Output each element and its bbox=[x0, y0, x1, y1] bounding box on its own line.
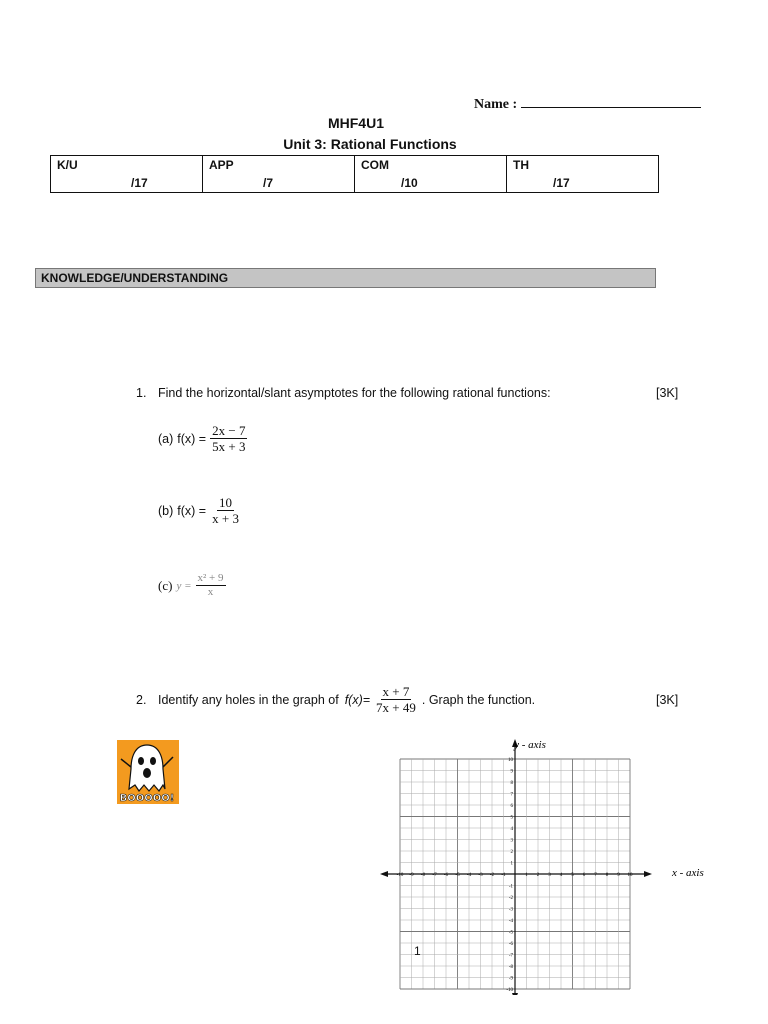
name-label: Name : bbox=[474, 97, 518, 112]
name-blank-line[interactable] bbox=[521, 93, 701, 108]
x-tick-label: 8 bbox=[605, 873, 609, 878]
fraction bbox=[374, 684, 418, 715]
q2-text bbox=[158, 684, 535, 715]
numerator: 10 bbox=[219, 495, 233, 510]
marks-category: APP bbox=[209, 158, 234, 172]
ghost-text: BOOOOO! bbox=[119, 793, 175, 804]
ghost-icon bbox=[113, 737, 181, 807]
y-tick-label: 4 bbox=[510, 827, 513, 832]
q1-part-a bbox=[158, 423, 247, 454]
marks-category: K/U bbox=[57, 158, 78, 172]
y-tick-label: -10 bbox=[506, 988, 513, 993]
x-tick-label: -2 bbox=[489, 873, 495, 878]
y-tick-label: 1 bbox=[510, 861, 513, 867]
marks-cell-ku bbox=[51, 156, 203, 193]
part-label: (b) bbox=[158, 503, 174, 518]
q1-text: Find the horizontal/slant asymptotes for the following rational functions: bbox=[158, 386, 551, 400]
marks-out-of: /10 bbox=[401, 176, 418, 190]
x-tick-label: 5 bbox=[571, 873, 574, 878]
y-tick-label: -1 bbox=[508, 884, 513, 890]
x-tick-label: 2 bbox=[536, 873, 540, 878]
marks-out-of: /7 bbox=[263, 176, 274, 190]
y-tick-label: 2 bbox=[510, 850, 513, 855]
x-tick-label: -9 bbox=[409, 873, 414, 878]
marks-cell-th bbox=[507, 156, 659, 193]
page-number: 1 bbox=[414, 944, 421, 958]
numerator: x² + 9 bbox=[197, 572, 224, 584]
y-tick-label: 10 bbox=[508, 758, 513, 763]
marks-table bbox=[50, 155, 659, 193]
y-tick-label: 8 bbox=[510, 781, 513, 786]
section-header: KNOWLEDGE/UNDERSTANDING bbox=[35, 268, 656, 288]
y-tick-label: -3 bbox=[508, 907, 513, 913]
y-tick-label: -8 bbox=[508, 965, 513, 970]
y-tick-label: -7 bbox=[508, 953, 513, 959]
x-tick-label: -4 bbox=[466, 873, 472, 878]
function-name: f(x)= bbox=[344, 692, 371, 707]
unit-title: Unit 3: Rational Functions bbox=[283, 136, 457, 152]
x-tick-label: 7 bbox=[594, 873, 597, 878]
numerator: 2x − 7 bbox=[212, 423, 246, 438]
y-tick-label: 5 bbox=[510, 815, 513, 821]
marks-category: TH bbox=[513, 158, 529, 172]
x-tick-label: -3 bbox=[478, 873, 483, 878]
y-tick-label: -4 bbox=[508, 919, 513, 924]
y-tick-label: -6 bbox=[508, 942, 513, 947]
marks-cell-com bbox=[355, 156, 507, 193]
q1-part-c bbox=[158, 572, 226, 599]
marks-out-of: /17 bbox=[131, 176, 148, 190]
x-axis-label: x - axis bbox=[672, 867, 704, 879]
y-tick-label: -2 bbox=[508, 896, 513, 901]
x-tick-label: -10 bbox=[396, 873, 404, 878]
x-arrow-left-icon bbox=[380, 871, 388, 877]
q1-part-b bbox=[158, 495, 241, 526]
part-label: (c) bbox=[158, 577, 173, 593]
x-tick-label: 6 bbox=[582, 873, 586, 878]
q2-text-after: . Graph the function. bbox=[421, 692, 536, 707]
y-tick-label: 3 bbox=[510, 838, 513, 844]
denominator: 5x + 3 bbox=[212, 439, 246, 454]
numerator: x + 7 bbox=[382, 684, 410, 699]
q2-text-before: Identify any holes in the graph of bbox=[158, 692, 339, 707]
x-tick-label: 4 bbox=[559, 873, 563, 878]
fraction bbox=[210, 423, 247, 454]
q2-points: [3K] bbox=[656, 693, 679, 707]
marks-out-of: /17 bbox=[553, 176, 570, 190]
x-tick-label: 1 bbox=[525, 873, 528, 878]
course-code: MHF4U1 bbox=[327, 115, 384, 131]
y-tick-label: 6 bbox=[510, 804, 513, 809]
x-tick-label: 10 bbox=[627, 873, 633, 878]
y-axis-label: y - axis bbox=[514, 739, 546, 751]
coordinate-grid[interactable] bbox=[370, 735, 720, 995]
x-tick-label: 3 bbox=[548, 873, 551, 878]
x-tick-label: -5 bbox=[455, 873, 460, 878]
denominator: 7x + 49 bbox=[376, 700, 416, 715]
y-tick-label: 9 bbox=[510, 769, 513, 775]
fraction bbox=[196, 572, 226, 599]
q1-points: [3K] bbox=[656, 386, 679, 400]
x-tick-label: 9 bbox=[617, 873, 620, 878]
function-name: y = bbox=[176, 579, 192, 592]
part-label: (a) bbox=[158, 431, 174, 446]
function-name: f(x) = bbox=[177, 503, 207, 518]
y-arrow-down-icon bbox=[512, 993, 518, 995]
x-tick-label: -7 bbox=[432, 873, 437, 878]
x-tick-label: -6 bbox=[443, 873, 449, 878]
q2-number: 2. bbox=[136, 693, 147, 707]
denominator: x + 3 bbox=[212, 511, 239, 526]
denominator: x bbox=[207, 586, 214, 598]
marks-category: COM bbox=[361, 158, 389, 172]
marks-cell-app bbox=[203, 156, 355, 193]
x-tick-label: -1 bbox=[501, 873, 506, 878]
y-tick-label: -5 bbox=[508, 930, 513, 936]
marks-row bbox=[51, 156, 659, 193]
q1-number: 1. bbox=[136, 386, 147, 400]
name-field bbox=[474, 93, 701, 113]
y-tick-label: 7 bbox=[510, 792, 513, 798]
function-name: f(x) = bbox=[177, 431, 207, 446]
x-tick-label: -8 bbox=[420, 873, 426, 878]
x-arrow-right-icon bbox=[644, 871, 652, 877]
fraction bbox=[210, 495, 241, 526]
y-tick-label: -9 bbox=[508, 976, 513, 982]
